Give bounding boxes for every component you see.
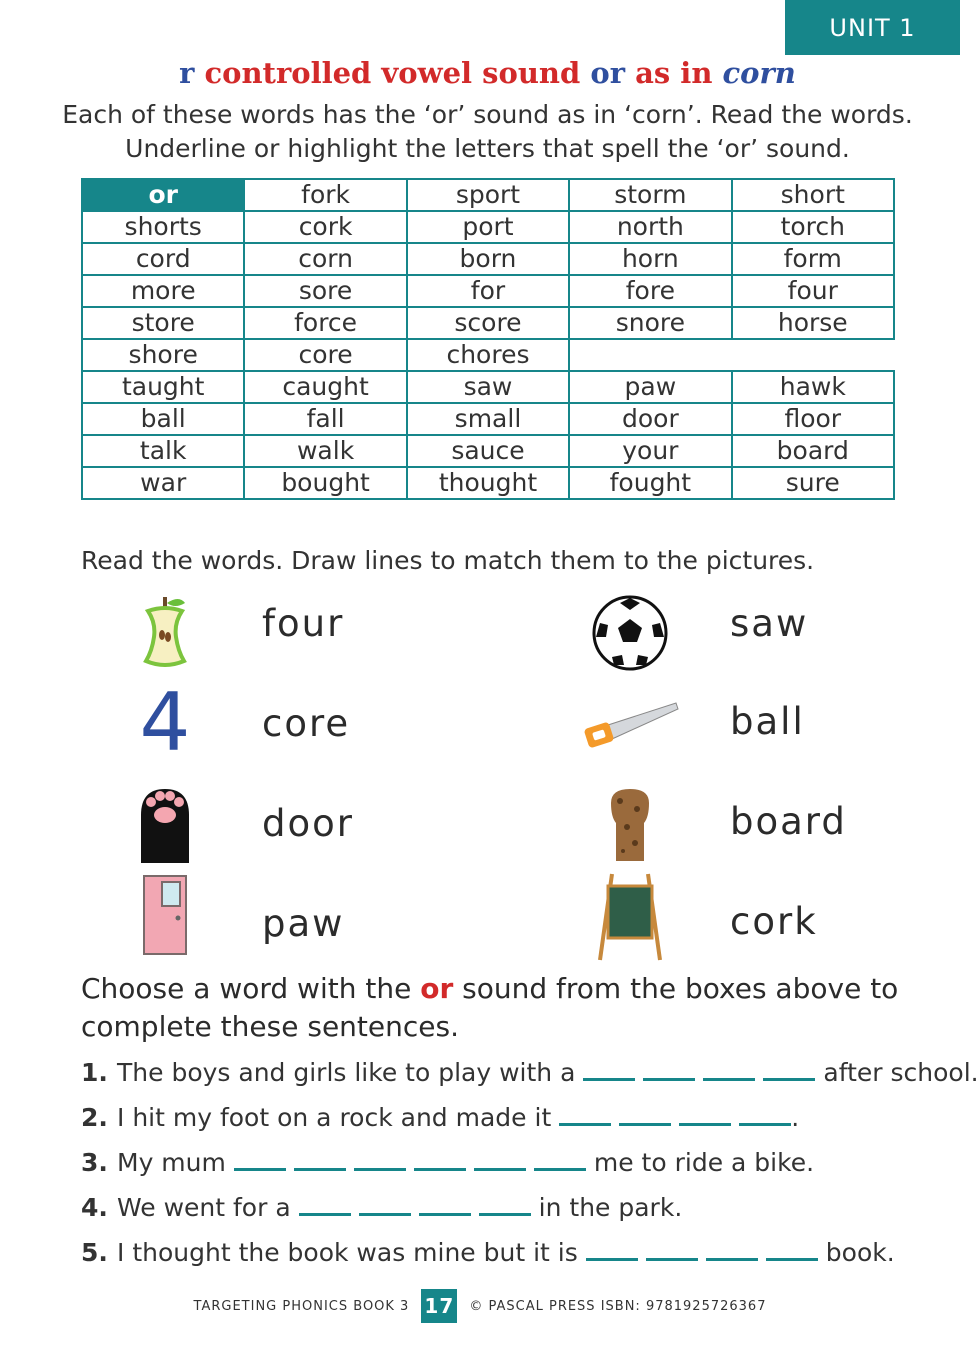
table-cell: thought: [407, 467, 569, 499]
sentence-number: 1.: [81, 1058, 108, 1087]
table-cell: horn: [569, 243, 731, 275]
table-cell: sure: [732, 467, 894, 499]
sentence-text-before: The boys and girls like to play with a: [117, 1058, 576, 1087]
letter-blank[interactable]: [559, 1123, 611, 1126]
table-cell: hawk: [732, 371, 894, 403]
sentence-1: [81, 1058, 979, 1087]
table-cell: force: [244, 307, 406, 339]
table-cell: fore: [569, 275, 731, 307]
letter-blank[interactable]: [703, 1078, 755, 1081]
letter-blank[interactable]: [763, 1078, 815, 1081]
match-word-left-2: core: [262, 702, 351, 745]
table-row: [82, 275, 894, 307]
soccer-ball-icon: [575, 588, 685, 678]
board-icon: [575, 872, 685, 962]
paw-icon: [110, 780, 220, 870]
table-row: [82, 371, 894, 403]
table-row: [82, 435, 894, 467]
sentence-number: 3.: [81, 1148, 108, 1177]
table-cell: board: [732, 435, 894, 467]
page-number: 17: [421, 1289, 457, 1323]
sentence-5: [81, 1238, 895, 1267]
table-cell: fought: [569, 467, 731, 499]
letter-blank[interactable]: [739, 1123, 791, 1126]
table-cell: four: [732, 275, 894, 307]
letter-blank[interactable]: [706, 1258, 758, 1261]
footer-publisher: © PASCAL PRESS ISBN: 9781925726367: [469, 1298, 767, 1314]
table-cell: more: [82, 275, 244, 307]
table-cell: shore: [82, 339, 244, 371]
table-cell: cork: [244, 211, 406, 243]
table-cell: ball: [82, 403, 244, 435]
letter-blank[interactable]: [583, 1078, 635, 1081]
sentence-2: [81, 1103, 799, 1132]
sentence-text-before: I hit my foot on a rock and made it: [117, 1103, 552, 1132]
footer: [0, 1289, 960, 1323]
table-cell: cord: [82, 243, 244, 275]
table-row: [82, 179, 894, 211]
letter-blank[interactable]: [679, 1123, 731, 1126]
letter-blank[interactable]: [419, 1213, 471, 1216]
table-cell: score: [407, 307, 569, 339]
answer-blanks[interactable]: [583, 1078, 815, 1087]
table-cell: bought: [244, 467, 406, 499]
table-cell: floor: [732, 403, 894, 435]
answer-blanks[interactable]: [299, 1213, 531, 1222]
table-cell: saw: [407, 371, 569, 403]
table-cell: torch: [732, 211, 894, 243]
number-4-icon: 4: [139, 676, 191, 769]
match-word-right-4: cork: [730, 900, 818, 943]
match-word-left-3: door: [262, 802, 354, 845]
table-cell: war: [82, 467, 244, 499]
sentence-text-before: I thought the book was mine but it is: [117, 1238, 578, 1267]
match-word-right-2: ball: [730, 700, 805, 743]
sentence-text-after: in the park.: [538, 1193, 683, 1222]
table-cell: sport: [407, 179, 569, 211]
table-cell: talk: [82, 435, 244, 467]
table-cell: or: [82, 179, 244, 211]
letter-blank[interactable]: [646, 1258, 698, 1261]
table-cell: shorts: [82, 211, 244, 243]
match-word-right-3: board: [730, 800, 847, 843]
letter-blank[interactable]: [354, 1168, 406, 1171]
instruction-line-1: Each of these words has the ‘or’ sound as in ‘corn’. Read the words.: [62, 100, 913, 129]
cork-icon: [575, 780, 685, 870]
table-cell: [569, 339, 731, 371]
sentence-text-after: after school.: [823, 1058, 979, 1087]
table-cell: born: [407, 243, 569, 275]
table-cell: sore: [244, 275, 406, 307]
apple-core-icon: [110, 590, 220, 680]
answer-blanks[interactable]: [586, 1258, 818, 1267]
unit-tab: UNIT 1: [785, 0, 960, 55]
table-cell: paw: [569, 371, 731, 403]
match-word-right-1: saw: [730, 602, 809, 645]
letter-blank[interactable]: [414, 1168, 466, 1171]
sentence-4: [81, 1193, 682, 1222]
table-row: [82, 467, 894, 499]
table-row: [82, 211, 894, 243]
table-cell: horse: [732, 307, 894, 339]
sentence-text-after: book.: [825, 1238, 895, 1267]
table-cell: door: [569, 403, 731, 435]
sentence-text-before: My mum: [117, 1148, 226, 1177]
table-cell: short: [732, 179, 894, 211]
table-cell: port: [407, 211, 569, 243]
letter-blank[interactable]: [234, 1168, 286, 1171]
letter-blank[interactable]: [294, 1168, 346, 1171]
table-cell: walk: [244, 435, 406, 467]
sentence-text-after: me to ride a bike.: [593, 1148, 815, 1177]
table-cell: [732, 339, 894, 371]
table-row: [82, 339, 894, 371]
table-cell: form: [732, 243, 894, 275]
instruction-line-2: Underline or highlight the letters that spell the ‘or’ sound.: [125, 134, 850, 163]
sentence-number: 4.: [81, 1193, 108, 1222]
table-cell: sauce: [407, 435, 569, 467]
sentence-text-before: We went for a: [117, 1193, 291, 1222]
letter-blank[interactable]: [534, 1168, 586, 1171]
table-cell: snore: [569, 307, 731, 339]
letter-blank[interactable]: [299, 1213, 351, 1216]
table-row: [82, 307, 894, 339]
table-cell: for: [407, 275, 569, 307]
table-cell: chores: [407, 339, 569, 371]
letter-blank[interactable]: [586, 1258, 638, 1261]
sentence-number: 5.: [81, 1238, 108, 1267]
sentence-3: [81, 1148, 814, 1177]
table-cell: fork: [244, 179, 406, 211]
table-cell: store: [82, 307, 244, 339]
letter-blank[interactable]: [479, 1213, 531, 1216]
page-title: r controlled vowel sound or as in corn: [179, 56, 796, 90]
table-cell: core: [244, 339, 406, 371]
match-word-left-1: four: [262, 602, 345, 645]
table-cell: caught: [244, 371, 406, 403]
answer-blanks[interactable]: [234, 1168, 586, 1177]
word-table: [81, 178, 895, 500]
answer-blanks[interactable]: [559, 1123, 791, 1132]
table-cell: your: [569, 435, 731, 467]
table-cell: taught: [82, 371, 244, 403]
letter-blank[interactable]: [643, 1078, 695, 1081]
sentence-text-after: .: [791, 1103, 800, 1132]
footer-book-title: TARGETING PHONICS BOOK 3: [193, 1298, 410, 1314]
table-row: [82, 243, 894, 275]
letter-blank[interactable]: [474, 1168, 526, 1171]
sentence-number: 2.: [81, 1103, 108, 1132]
letter-blank[interactable]: [766, 1258, 818, 1261]
door-icon: [110, 870, 220, 960]
match-heading: Read the words. Draw lines to match them to the pictures.: [81, 546, 815, 575]
table-cell: fall: [244, 403, 406, 435]
choose-instruction: Choose a word with the or sound from the boxes above to complete these sentences.: [81, 972, 899, 1043]
letter-blank[interactable]: [619, 1123, 671, 1126]
table-row: [82, 403, 894, 435]
table-cell: small: [407, 403, 569, 435]
letter-blank[interactable]: [359, 1213, 411, 1216]
table-cell: north: [569, 211, 731, 243]
match-word-left-4: paw: [262, 902, 345, 945]
table-cell: corn: [244, 243, 406, 275]
saw-icon: [575, 680, 685, 770]
table-cell: storm: [569, 179, 731, 211]
